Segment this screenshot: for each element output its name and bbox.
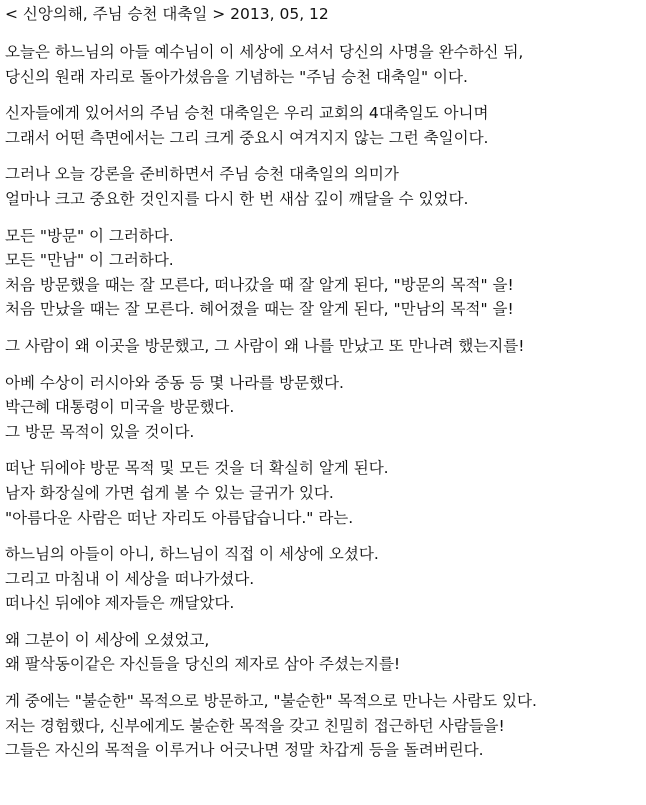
paragraph-9 [5, 628, 641, 677]
document-body [5, 0, 641, 763]
text-line: 떠나신 뒤에야 제자들은 깨달았다. [5, 594, 235, 613]
paragraph-6 [5, 371, 641, 445]
paragraph-1 [5, 40, 641, 89]
paragraph-7 [5, 456, 641, 530]
text-line: 당신의 원래 자리로 돌아가셨음을 기념하는 "주님 승천 대축일" 이다. [5, 67, 468, 86]
text-line: 그리고 마침내 이 세상을 떠나가셨다. [5, 569, 255, 588]
paragraph-2 [5, 101, 641, 150]
paragraph-5 [5, 334, 641, 359]
text-line: 오늘은 하느님의 아들 예수님이 이 세상에 오셔서 당신의 사명을 완수하신 뒤, [5, 43, 524, 61]
paragraph-10 [5, 689, 641, 763]
text-line: 게 중에는 "불순한" 목적으로 방문하고, "불순한" 목적으로 만나는 사람도 있다. [5, 692, 537, 711]
text-line: 모든 "만남" 이 그러하다. [5, 251, 174, 270]
text-line: 처음 만났을 때는 잘 모른다. 헤어졌을 때는 잘 알게 된다, "만남의 목적" 을! [5, 300, 514, 319]
text-line: 떠난 뒤에야 방문 목적 및 모든 것을 더 확실히 알게 된다. [5, 459, 389, 478]
paragraph-4 [5, 224, 641, 322]
text-line: "아름다운 사람은 떠난 자리도 아름답습니다." 라는. [5, 508, 354, 527]
text-line: 왜 팔삭동이같은 자신들을 당신의 제자로 삼아 주셨는지를! [5, 655, 401, 674]
text-line: 처음 방문했을 때는 잘 모른다, 떠나갔을 때 잘 알게 된다, "방문의 목적" 을! [5, 275, 514, 294]
text-line: 그러나 오늘 강론을 준비하면서 주님 승천 대축일의 의미가 [5, 165, 399, 184]
text-line: 얼마나 크고 중요한 것인지를 다시 한 번 새삼 깊이 깨달을 수 있었다. [5, 189, 469, 208]
document-title: < 신앙의해, 주님 승천 대축일 > 2013, 05, 12 [5, 5, 329, 23]
text-line: 모든 "방문" 이 그러하다. [5, 226, 174, 245]
text-line: 저는 경험했다, 신부에게도 불순한 목적을 갖고 친밀히 접근하던 사람들을! [5, 716, 505, 735]
paragraph-8 [5, 542, 641, 616]
text-line: 남자 화장실에 가면 쉽게 볼 수 있는 글귀가 있다. [5, 483, 334, 502]
text-line: 그들은 자신의 목적을 이루거나 어긋나면 정말 차갑게 등을 돌려버린다. [5, 741, 484, 760]
text-line: 신자들에게 있어서의 주님 승천 대축일은 우리 교회의 4대축일도 아니며 [5, 104, 489, 123]
text-line: 그 방문 목적이 있을 것이다. [5, 422, 195, 441]
paragraph-3 [5, 162, 641, 211]
text-line: 하느님의 아들이 아니, 하느님이 직접 이 세상에 오셨다. [5, 545, 379, 564]
text-line: 그 사람이 왜 이곳을 방문했고, 그 사람이 왜 나를 만났고 또 만나려 했는지를! [5, 336, 525, 355]
text-line: 박근혜 대통령이 미국을 방문했다. [5, 398, 235, 417]
text-line: 아베 수상이 러시아와 중동 등 몇 나라를 방문했다. [5, 373, 344, 392]
text-line: 그래서 어떤 측면에서는 그리 크게 중요시 여겨지지 않는 그런 축일이다. [5, 128, 489, 147]
text-line: 왜 그분이 이 세상에 오셨었고, [5, 630, 210, 649]
